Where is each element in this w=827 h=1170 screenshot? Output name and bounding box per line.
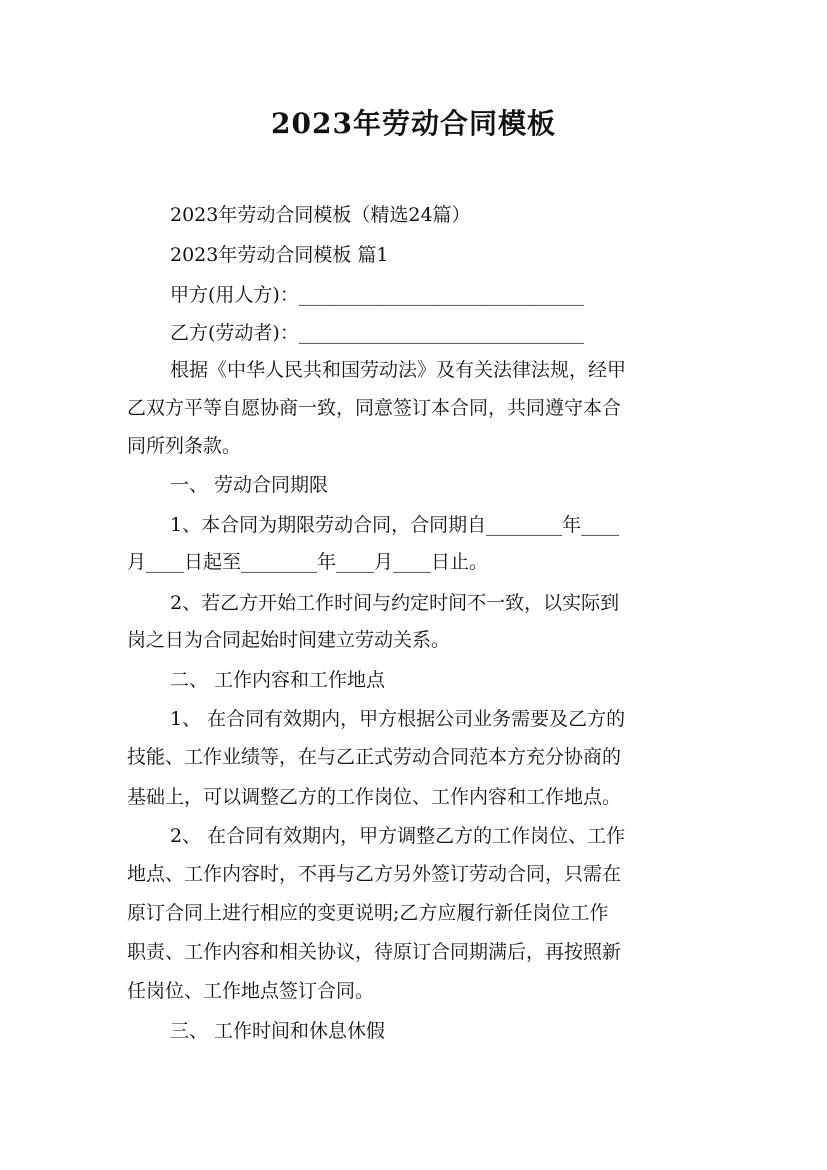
text-line: 1、 在合同有效期内，甲方根据公司业务需要及乙方的 — [170, 708, 626, 730]
text-line: 乙双方平等自愿协商一致，同意签订本合同，共同遵守本合 — [127, 397, 622, 419]
text-line: 原订合同上进行相应的变更说明;乙方应履行新任岗位工作 — [127, 902, 609, 924]
text-line: 2023年劳动合同模板 篇1 — [170, 244, 389, 266]
text-line: 地点、工作内容时，不再与乙方另外签订劳动合同，只需在 — [127, 863, 622, 885]
text-line: 根据《中华人民共和国劳动法》及有关法律法规，经甲 — [170, 359, 627, 381]
text-line: 甲方(用人方)：______________________________ — [170, 284, 584, 306]
section-heading: 三、 工作时间和休息休假 — [170, 1020, 386, 1042]
document-title: 2023年劳动合同模板 — [271, 107, 556, 140]
text-line: 1、本合同为期限劳动合同，合同期自________年____ — [170, 514, 620, 536]
text-line: 2、若乙方开始工作时间与约定时间不一致，以实际到 — [170, 592, 620, 614]
text-line: 岗之日为合同起始时间建立劳动关系。 — [127, 629, 451, 651]
section-heading: 一、 劳动合同期限 — [170, 474, 329, 496]
text-line: 职责、工作内容和相关协议，待原订合同期满后，再按照新 — [127, 941, 622, 963]
text-line: 同所列条款。 — [127, 435, 242, 457]
text-line: 基础上，可以调整乙方的工作岗位、工作内容和工作地点。 — [127, 786, 622, 808]
text-line: 任岗位、工作地点签订合同。 — [127, 980, 375, 1002]
text-line: 月____日起至________年____月____日止。 — [127, 551, 489, 573]
text-line: 乙方(劳动者)：______________________________ — [170, 322, 584, 344]
text-line: 技能、工作业绩等，在与乙正式劳动合同范本方充分协商的 — [127, 746, 622, 768]
section-heading: 二、 工作内容和工作地点 — [170, 669, 386, 691]
text-line: 2、 在合同有效期内，甲方调整乙方的工作岗位、工作 — [170, 825, 626, 847]
text-line: 2023年劳动合同模板（精选24篇） — [170, 204, 471, 226]
